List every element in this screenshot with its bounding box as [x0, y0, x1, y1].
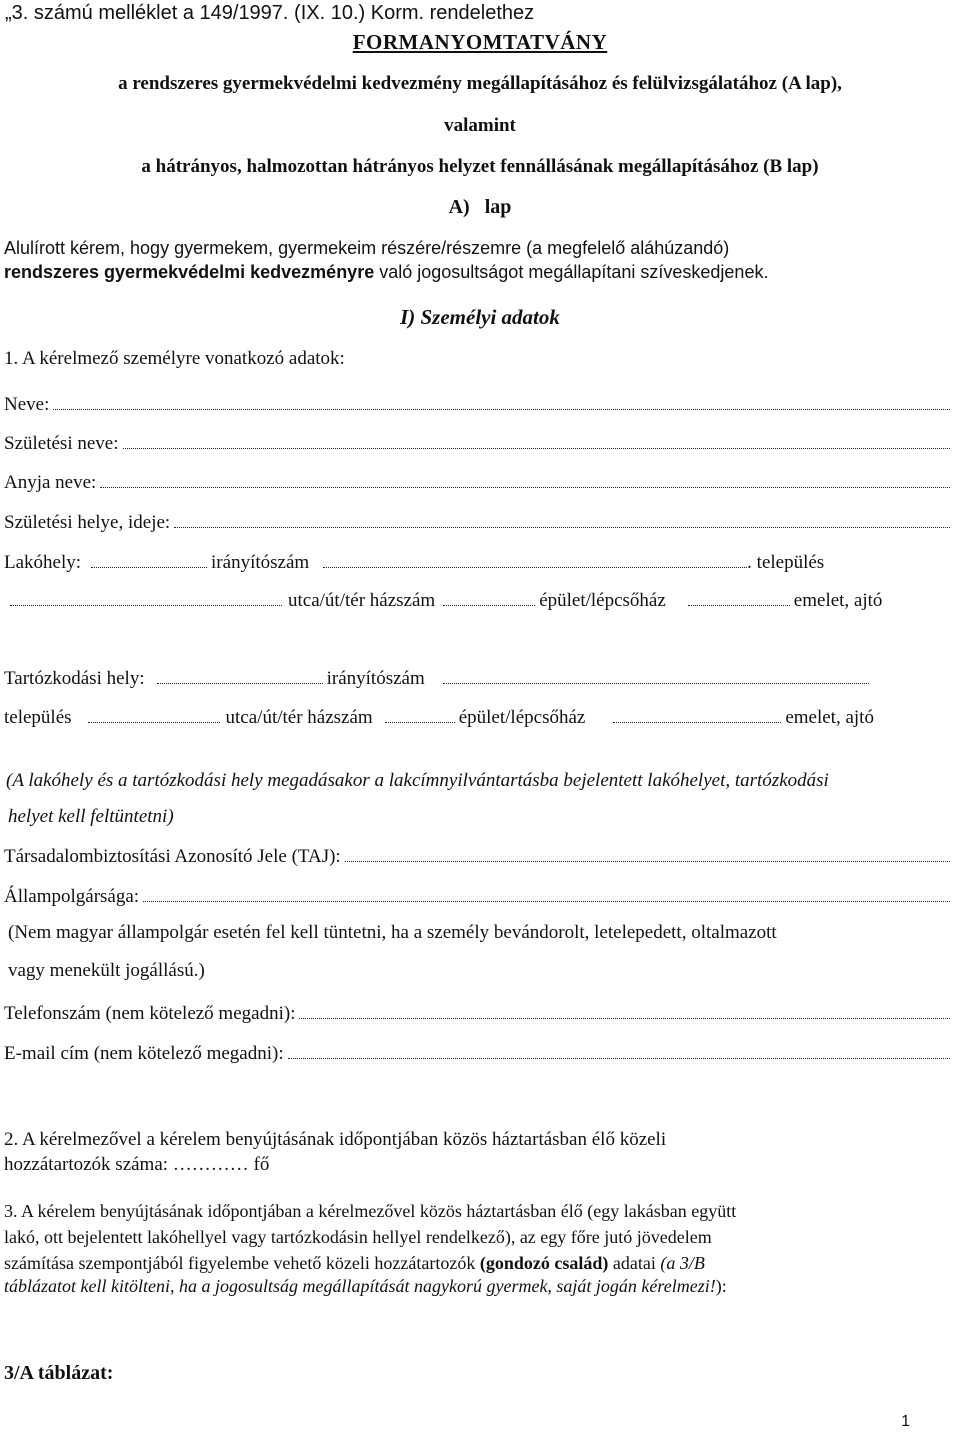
intro-rest-text: való jogosultságot megállapítani szíveskedjenek. — [374, 262, 769, 282]
citizenship-field[interactable] — [4, 882, 952, 908]
citizenship-note-line-2: vagy menekült jogállású.) — [8, 960, 205, 981]
section2-line-2: hozzátartozók száma: ………… fő — [4, 1154, 270, 1175]
residence-row — [4, 548, 952, 574]
taj-label: Társadalombiztosítási Azonosító Jele (TAJ): — [4, 846, 341, 867]
stay-row — [4, 664, 952, 690]
section3-line-3 — [4, 1249, 910, 1277]
section3-line-3-data: adatai — [608, 1253, 661, 1273]
birth-name-dotted-line[interactable] — [123, 447, 951, 449]
section3-line-4-note: táblázatot kell kitölteni, ha a jogosultság megállapítását nagykorú gyermek, saját jogán kérelmezi! — [4, 1276, 716, 1296]
page-number: 1 — [901, 1413, 910, 1430]
email-label: E-mail cím (nem kötelező megadni): — [4, 1043, 284, 1064]
stay-floor-label: emelet, ajtó — [785, 707, 874, 728]
form-title — [0, 30, 960, 55]
citizenship-note-line-1: (Nem magyar állampolgár esetén fel kell tüntetni, ha a személy bevándorolt, letelepedett, oltalmazott — [8, 922, 777, 943]
residence-street-label: utca/út/tér házszám — [288, 590, 436, 611]
section3-line-3-text: számítása szempontjából figyelembe vehető közeli hozzátartozók — [4, 1253, 480, 1273]
name-field[interactable] — [4, 390, 952, 416]
intro-line-1: Alulírott kérem, hogy gyermekem, gyermekeim részére/részemre (a megfelelő aláhúzandó) — [4, 238, 730, 258]
phone-field[interactable] — [4, 999, 952, 1025]
mother-name-dotted-line[interactable] — [100, 486, 950, 488]
stay-blank-1[interactable] — [157, 682, 323, 684]
birth-place-dotted-line[interactable] — [174, 526, 950, 528]
form-title-text: FORMANYOMTATVÁNY — [352, 30, 608, 54]
phone-dotted-line[interactable] — [299, 1017, 950, 1019]
citizenship-label: Állampolgársága: — [4, 886, 140, 907]
residence-settlement-label: . település — [747, 552, 825, 573]
mother-name-label: Anyja neve: — [4, 472, 97, 493]
residence-postcode-blank[interactable] — [323, 566, 747, 568]
taj-dotted-line[interactable] — [345, 860, 950, 862]
form-subtitle-2: valamint — [444, 115, 516, 136]
residence-label: Lakóhely: — [4, 552, 82, 573]
section3-line-1: 3. A kérelem benyújtásának időpontjában a kérelmezővel közös háztartásban élő (egy lakásban együtt — [4, 1201, 737, 1221]
stay-settlement-label: település — [4, 707, 72, 728]
form-subtitle-1: a rendszeres gyermekvédelmi kedvezmény megállapításához és felülvizsgálatához (A lap), — [118, 73, 842, 94]
section3-line-4-end: ): — [715, 1276, 727, 1296]
mother-name-field[interactable] — [4, 468, 952, 494]
stay-postcode-label: irányítószám — [326, 668, 425, 689]
section1-subheading: 1. A kérelmező személyre vonatkozó adatok: — [4, 348, 345, 369]
name-dotted-line[interactable] — [53, 408, 950, 410]
stay-number-blank[interactable] — [385, 721, 455, 723]
residence-postcode-label: irányítószám — [211, 552, 310, 573]
section3-line-4 — [4, 1276, 727, 1297]
section3-line-3-note: (a 3/B — [660, 1253, 705, 1273]
email-dotted-line[interactable] — [288, 1057, 950, 1059]
taj-field[interactable] — [4, 842, 952, 868]
section2-line-1: 2. A kérelmezővel a kérelem benyújtásának időpontjában közös háztartásban élő közeli — [4, 1129, 667, 1150]
section1-heading: I) Személyi adatok — [400, 305, 560, 329]
citizenship-dotted-line[interactable] — [143, 900, 950, 902]
stay-building-label: épület/lépcsőház — [458, 707, 586, 728]
residence-building-blank[interactable] — [688, 604, 790, 606]
caregiver-family-text: (gondozó család) — [479, 1253, 609, 1273]
section3-line-2: lakó, ott bejelentett lakóhellyel vagy tartózkodásin hellyel rendelkező), az egy főre jutó jövedelem — [4, 1227, 712, 1247]
residence-street-blank[interactable] — [10, 604, 282, 606]
birth-name-field[interactable] — [4, 429, 952, 455]
stay-label: Tartózkodási hely: — [4, 668, 145, 689]
birth-place-label: Születési helye, ideje: — [4, 512, 171, 533]
residence-number-blank[interactable] — [443, 604, 535, 606]
residence-building-label: épület/lépcsőház — [539, 590, 666, 611]
phone-label: Telefonszám (nem kötelező megadni): — [4, 1003, 296, 1024]
birth-place-field[interactable] — [4, 508, 952, 534]
stay-building-blank[interactable] — [613, 721, 781, 723]
residence-blank-1[interactable] — [91, 566, 207, 568]
name-label: Neve: — [4, 394, 50, 415]
birth-name-label: Születési neve: — [4, 433, 119, 454]
form-subtitle-3: a hátrányos, halmozottan hátrányos helyzet fennállásának megállapításához (B lap) — [141, 156, 819, 177]
stay-address-row — [4, 703, 952, 729]
stay-settlement-blank[interactable] — [88, 721, 220, 723]
annex-reference: „3. számú melléklet a 149/1997. (IX. 10.) Korm. rendelethez — [5, 2, 535, 24]
address-note-line-2: helyet kell feltüntetni) — [8, 806, 174, 827]
stay-street-label: utca/út/tér házszám — [225, 707, 373, 728]
intro-bold-text: rendszeres gyermekvédelmi kedvezményre — [4, 262, 375, 282]
address-note-line-1: (A lakóhely és a tartózkodási hely megadásakor a lakcímnyilvántartásba bejelentett lakóhelyet, tartózkodási — [6, 770, 829, 791]
residence-floor-label: emelet, ajtó — [793, 590, 883, 611]
residence-address-row — [4, 586, 952, 612]
stay-postcode-blank[interactable] — [443, 682, 869, 684]
intro-line-2 — [4, 262, 768, 283]
table-heading: 3/A táblázat: — [4, 1362, 114, 1384]
email-field[interactable] — [4, 1039, 952, 1065]
sheet-label: A) lap — [448, 196, 512, 218]
